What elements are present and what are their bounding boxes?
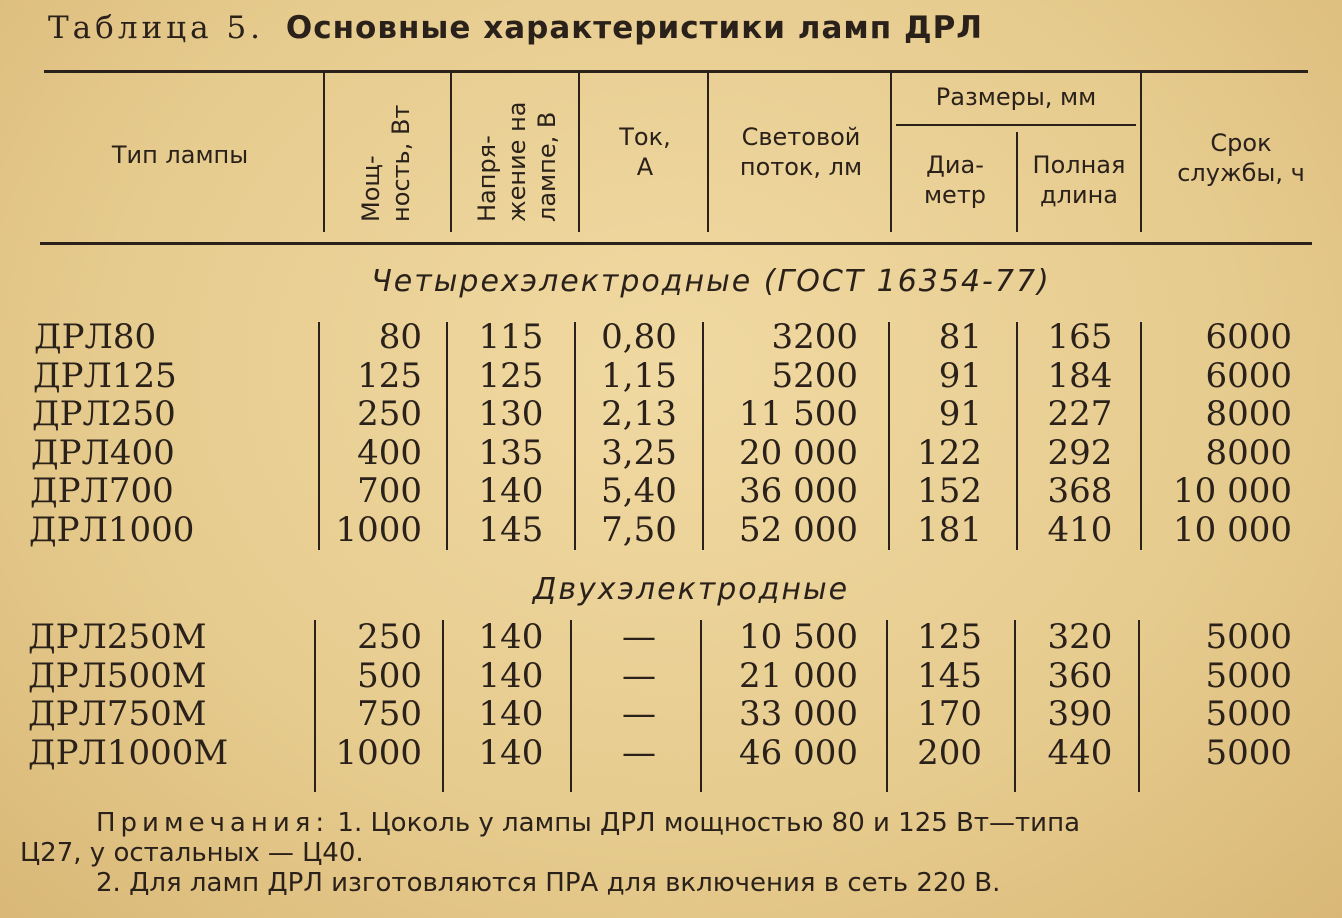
current-cell: — bbox=[622, 694, 656, 734]
header-bottom-rule bbox=[40, 242, 1312, 245]
life-cell: 5000 bbox=[1205, 732, 1292, 773]
notes-line-2 bbox=[20, 838, 364, 868]
body-separator bbox=[886, 620, 888, 792]
power-cell: 500 bbox=[357, 655, 422, 696]
header-separator bbox=[890, 72, 892, 232]
life-cell: 6000 bbox=[1205, 317, 1292, 357]
flux-cell: 20 000 bbox=[739, 432, 858, 473]
length-cell: 320 bbox=[1047, 617, 1113, 657]
header-type bbox=[60, 140, 300, 170]
header-length-line: Полная bbox=[1032, 151, 1126, 179]
length-cell: 440 bbox=[1047, 732, 1113, 773]
header-separator bbox=[323, 72, 325, 232]
life-cell: 5000 bbox=[1205, 694, 1292, 734]
life-cell: 6000 bbox=[1205, 355, 1292, 396]
header-current bbox=[590, 122, 700, 182]
current-cell: 1,15 bbox=[601, 355, 677, 396]
lamp-type-cell: ДРЛ125 bbox=[33, 355, 177, 396]
voltage-cell: 140 bbox=[478, 655, 544, 696]
flux-cell: 11 500 bbox=[739, 394, 858, 434]
lamp-type-cell: ДРЛ1000 bbox=[29, 509, 195, 550]
header-flux-line: Световой bbox=[741, 123, 861, 151]
diameter-cell: 152 bbox=[917, 471, 982, 511]
flux-cell: 46 000 bbox=[739, 732, 858, 773]
diameter-cell: 81 bbox=[938, 317, 982, 357]
life-cell: 8000 bbox=[1205, 394, 1292, 434]
notes-text-2: Ц27, у остальных — Ц40. bbox=[20, 838, 364, 868]
header-sizes-label: Размеры, мм bbox=[935, 83, 1097, 111]
header-diameter bbox=[896, 150, 1014, 210]
lamp-type-cell: ДРЛ400 bbox=[31, 432, 175, 473]
notes-text-1: 1. Цоколь у лампы ДРЛ мощностью 80 и 125 Вт—типа bbox=[337, 808, 1081, 838]
diameter-cell: 91 bbox=[938, 355, 982, 396]
voltage-cell: 115 bbox=[478, 317, 544, 357]
flux-cell: 3200 bbox=[771, 317, 858, 357]
power-cell: 1000 bbox=[335, 509, 422, 550]
body-separator bbox=[314, 620, 316, 792]
body-separator bbox=[318, 322, 320, 550]
voltage-cell: 135 bbox=[478, 432, 544, 473]
header-life-line: Срок bbox=[1210, 129, 1272, 157]
life-cell: 5000 bbox=[1205, 655, 1292, 696]
current-cell: 5,40 bbox=[601, 471, 677, 511]
header-sizes bbox=[896, 82, 1136, 112]
header-power-line: ность, Вт bbox=[387, 104, 415, 222]
header-voltage-line: лампе, В bbox=[533, 111, 561, 222]
header-power bbox=[356, 105, 416, 222]
body-separator bbox=[574, 322, 576, 550]
lamp-type-cell: ДРЛ250М bbox=[28, 617, 207, 657]
lamp-type-cell: ДРЛ250 bbox=[32, 394, 176, 434]
lamp-type-cell: ДРЛ500М bbox=[28, 655, 207, 696]
lamp-type-cell: ДРЛ750М bbox=[28, 694, 207, 734]
body-separator bbox=[442, 620, 444, 792]
notes-text-3: 2. Для ламп ДРЛ изготовляются ПРА для включения в сеть 220 В. bbox=[96, 868, 1001, 898]
header-diameter-line: Диа- bbox=[926, 151, 984, 179]
diameter-cell: 145 bbox=[917, 655, 982, 696]
voltage-cell: 140 bbox=[478, 617, 544, 657]
header-current-line: А bbox=[636, 153, 654, 181]
notes-line-3 bbox=[96, 868, 1000, 898]
header-life-line: службы, ч bbox=[1177, 159, 1305, 187]
length-cell: 184 bbox=[1047, 355, 1113, 396]
flux-cell: 10 500 bbox=[739, 617, 858, 657]
body-separator bbox=[1140, 322, 1142, 550]
header-voltage-line: жение на bbox=[503, 101, 531, 222]
diameter-cell: 91 bbox=[938, 394, 982, 434]
voltage-cell: 125 bbox=[478, 355, 544, 396]
current-cell: 2,13 bbox=[601, 394, 677, 434]
notes-line-1 bbox=[96, 808, 1080, 838]
power-cell: 125 bbox=[357, 355, 422, 396]
lamp-type-cell: ДРЛ1000М bbox=[28, 732, 229, 773]
diameter-cell: 170 bbox=[917, 694, 982, 734]
body-separator bbox=[1016, 322, 1018, 550]
table-caption: Основные характеристики ламп ДРЛ bbox=[285, 10, 984, 46]
lamp-type-cell: ДРЛ700 bbox=[30, 471, 174, 511]
life-cell: 10 000 bbox=[1173, 471, 1292, 511]
header-length-line: длина bbox=[1040, 181, 1118, 209]
diameter-cell: 125 bbox=[917, 617, 982, 657]
table-title bbox=[48, 10, 983, 46]
power-cell: 750 bbox=[357, 694, 422, 734]
header-length bbox=[1018, 150, 1140, 210]
current-cell: 7,50 bbox=[601, 509, 677, 550]
header-separator bbox=[707, 72, 709, 232]
section-title: Двухэлектродные bbox=[532, 572, 850, 607]
current-cell: — bbox=[622, 732, 656, 773]
current-cell: — bbox=[622, 655, 656, 696]
length-cell: 368 bbox=[1047, 471, 1113, 511]
flux-cell: 33 000 bbox=[739, 694, 858, 734]
header-type-label: Тип лампы bbox=[111, 141, 249, 169]
power-cell: 1000 bbox=[335, 732, 422, 773]
header-flux bbox=[716, 122, 886, 182]
body-separator bbox=[702, 322, 704, 550]
header-separator bbox=[450, 72, 452, 232]
lamp-type-cell: ДРЛ80 bbox=[34, 317, 157, 357]
diameter-cell: 200 bbox=[917, 732, 982, 773]
length-cell: 292 bbox=[1047, 432, 1113, 473]
length-cell: 410 bbox=[1047, 509, 1113, 550]
flux-cell: 52 000 bbox=[739, 509, 858, 550]
diameter-cell: 122 bbox=[917, 432, 982, 473]
life-cell: 8000 bbox=[1205, 432, 1292, 473]
body-separator bbox=[700, 620, 702, 792]
header-current-line: Ток, bbox=[619, 123, 671, 151]
body-separator bbox=[446, 322, 448, 550]
header-separator bbox=[578, 72, 580, 232]
header-voltage bbox=[472, 102, 562, 222]
header-flux-line: поток, лм bbox=[739, 153, 863, 181]
body-separator bbox=[1014, 620, 1016, 792]
section-title: Четырехэлектродные (ГОСТ 16354-77) bbox=[371, 264, 1051, 299]
length-cell: 165 bbox=[1047, 317, 1113, 357]
current-cell: 3,25 bbox=[601, 432, 677, 473]
voltage-cell: 140 bbox=[478, 471, 544, 511]
power-cell: 400 bbox=[357, 432, 422, 473]
top-rule bbox=[44, 70, 1308, 73]
flux-cell: 21 000 bbox=[739, 655, 858, 696]
flux-cell: 36 000 bbox=[739, 471, 858, 511]
voltage-cell: 140 bbox=[478, 732, 544, 773]
voltage-cell: 130 bbox=[478, 394, 544, 434]
header-voltage-line: Напря- bbox=[473, 135, 501, 222]
power-cell: 80 bbox=[378, 317, 422, 357]
current-cell: 0,80 bbox=[601, 317, 677, 357]
diameter-cell: 181 bbox=[917, 509, 982, 550]
life-cell: 5000 bbox=[1205, 617, 1292, 657]
life-cell: 10 000 bbox=[1173, 509, 1292, 550]
header-separator bbox=[1140, 72, 1142, 232]
voltage-cell: 145 bbox=[478, 509, 544, 550]
length-cell: 227 bbox=[1047, 394, 1113, 434]
body-separator bbox=[570, 620, 572, 792]
power-cell: 700 bbox=[357, 471, 422, 511]
header-diameter-line: метр bbox=[923, 181, 987, 209]
length-cell: 360 bbox=[1047, 655, 1113, 696]
body-separator bbox=[1138, 620, 1140, 792]
table-number: Таблица 5. bbox=[48, 10, 265, 46]
current-cell: — bbox=[622, 617, 656, 657]
body-separator bbox=[888, 322, 890, 550]
header-power-line: Мощ- bbox=[357, 155, 385, 222]
header-life bbox=[1146, 128, 1336, 188]
notes-label: Примечания: bbox=[96, 808, 330, 838]
sizes-rule bbox=[896, 124, 1136, 126]
power-cell: 250 bbox=[357, 394, 422, 434]
voltage-cell: 140 bbox=[478, 694, 544, 734]
flux-cell: 5200 bbox=[771, 355, 858, 396]
power-cell: 250 bbox=[357, 617, 422, 657]
length-cell: 390 bbox=[1047, 694, 1113, 734]
